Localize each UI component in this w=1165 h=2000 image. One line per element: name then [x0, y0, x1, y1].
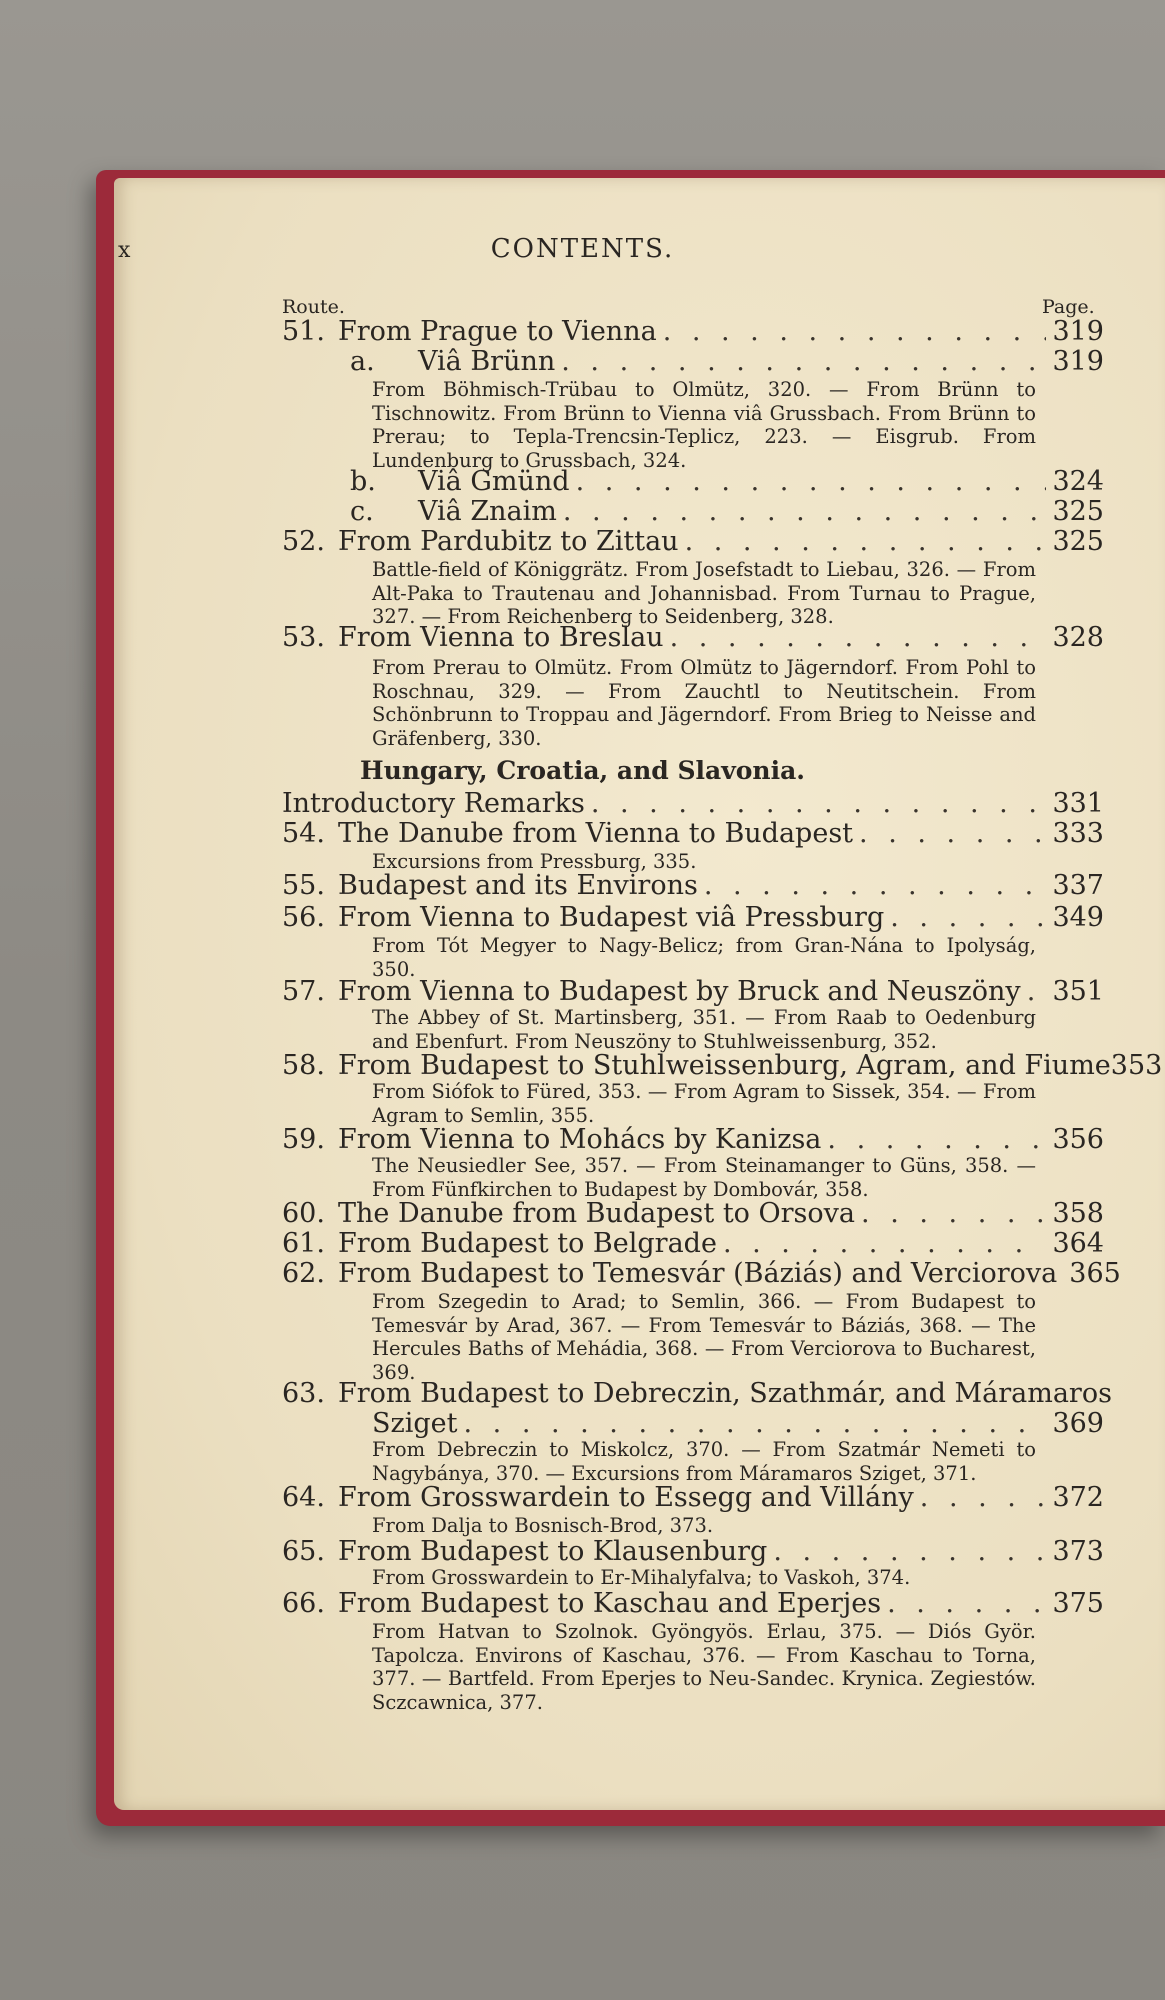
contents-entry: [282, 316, 1104, 350]
route-description: From Dalja to Bosnisch-Brod, 373.: [372, 1514, 714, 1537]
route-title: From Vienna to Mohács by Kanizsa: [338, 1124, 822, 1155]
route-number: 56.: [282, 902, 325, 933]
dot-leader: [887, 1588, 1046, 1619]
dot-leader: [827, 1124, 1046, 1155]
route-title: From Budapest to Belgrade: [338, 1228, 717, 1259]
contents-entry: [282, 976, 1104, 1010]
contents-entry: [282, 1588, 1104, 1622]
route-title: From Vienna to Breslau: [338, 622, 664, 653]
page-number: 319: [1052, 346, 1104, 377]
route-title: From Grosswardein to Essegg and Villány: [338, 1482, 914, 1513]
contents-entry: [282, 818, 1104, 852]
route-description: From Böhmisch-Trübau to Olmütz, 320. — From Brünn to Tischnowitz. From Brünn to Vienna viâ Grussbach. From Brünn to Prerau; to Tepla-Trencsin-Teplicz, 223. — Eisgrub. From Lundenburg to Grussbach, 324.: [372, 378, 1036, 472]
contents-entry: [282, 1482, 1104, 1516]
page-number: 356: [1052, 1124, 1104, 1155]
route-description: From Grosswardein to Er-Mihalyfalva; to Vaskoh, 374.: [372, 1566, 911, 1589]
dot-leader: [563, 496, 1047, 527]
route-title: From Prague to Vienna: [338, 316, 657, 347]
route-description: From Siófok to Füred, 353. — From Agram to Sissek, 354. — From Agram to Semlin, 355.: [372, 1080, 1036, 1127]
route-description: The Neusiedler See, 357. — From Steinamanger to Güns, 358. — From Fünfkirchen to Budapest by Dombovár, 358.: [372, 1154, 1036, 1201]
route-number: 60.: [282, 1198, 325, 1229]
dot-leader: [890, 902, 1046, 933]
page-number: 324: [1052, 466, 1104, 497]
route-title: Introductory Remarks: [282, 788, 585, 819]
dot-leader: [861, 1198, 1046, 1229]
contents-entry: [282, 346, 1104, 380]
route-number: 57.: [282, 976, 325, 1007]
dot-leader: [859, 818, 1046, 849]
route-number: 59.: [282, 1124, 325, 1155]
contents-entry: [372, 1408, 1104, 1442]
route-column-label: Route.: [282, 296, 345, 318]
route-description: Excursions from Pressburg, 335.: [372, 850, 697, 873]
route-number: c.: [350, 496, 374, 527]
page-number: 325: [1052, 526, 1104, 557]
page-number: 333: [1052, 818, 1104, 849]
route-title: Viâ Brünn: [418, 346, 556, 377]
route-number: 51.: [282, 316, 325, 347]
contents-entry: [282, 870, 1104, 904]
route-title: From Budapest to Temesvár (Báziás) and Verciorova: [338, 1258, 1058, 1289]
route-title: Viâ Znaim: [418, 496, 557, 527]
route-title: From Budapest to Kaschau and Eperjes: [338, 1588, 882, 1619]
route-description: The Abbey of St. Martinsberg, 351. — From Raab to Oedenburg and Ebenfurt. From Neuszöny to Stuhlweissenburg, 352.: [372, 1006, 1036, 1053]
contents-entry: [282, 788, 1104, 822]
route-description: From Hatvan to Szolnok. Gyöngyös. Erlau, 375. — Diós Györ. Tapolcza. Environs of Kaschau, 376. — From Kaschau to Torna, 377. — Bartfeld. From Eperjes to Neu-Sandec. Krynica. Zegiestów. Sczcawnica, 377.: [372, 1620, 1036, 1714]
dot-leader: [663, 316, 1047, 347]
route-title: From Budapest to Stuhlweissenburg, Agram, and Fiume: [338, 1050, 1111, 1081]
page-title: CONTENTS.: [490, 234, 675, 264]
route-number: 52.: [282, 526, 325, 557]
contents-entry: [282, 1258, 1121, 1292]
route-title: From Vienna to Budapest by Bruck and Neuszöny: [338, 976, 1021, 1007]
route-number: 65.: [282, 1536, 325, 1567]
route-number: 53.: [282, 622, 325, 653]
page-number: 358: [1052, 1198, 1104, 1229]
page-number: 319: [1052, 316, 1104, 347]
dot-leader: [704, 870, 1047, 901]
page-number: 372: [1052, 1482, 1104, 1513]
route-description: From Tót Megyer to Nagy-Belicz; from Gran-Nána to Ipolyság, 350.: [372, 934, 1036, 981]
page-number: 375: [1052, 1588, 1104, 1619]
route-description: From Szegedin to Arad; to Semlin, 366. — From Budapest to Temesvár by Arad, 367. — From Temesvár to Báziás, 368. — The Hercules Baths of Mehádia, 368. — From Verciorova to Bucharest, 369.: [372, 1290, 1036, 1384]
dot-leader: [920, 1482, 1047, 1513]
contents-entry: [282, 496, 1104, 530]
page-number: 328: [1052, 622, 1104, 653]
dot-leader: [723, 1228, 1047, 1259]
page-number: 353: [1110, 1050, 1163, 1081]
route-title: The Danube from Budapest to Orsova: [338, 1198, 856, 1229]
route-description: From Prerau to Olmütz. From Olmütz to Jägerndorf. From Pohl to Roschnau, 329. — From Zauchtl to Neutitschein. From Schönbrunn to Troppau and Jägerndorf. From Brieg to Neisse and Gräfenberg, 330.: [372, 656, 1036, 750]
contents-entry: [282, 1124, 1104, 1158]
contents-entry: [282, 1228, 1104, 1262]
route-number: a.: [350, 346, 375, 377]
route-number: 64.: [282, 1482, 325, 1513]
route-title: Viâ Gmünd: [418, 466, 570, 497]
route-title: Sziget: [372, 1408, 458, 1439]
route-title: From Vienna to Budapest viâ Pressburg: [338, 902, 885, 933]
contents-entry: [282, 526, 1104, 560]
contents-entry: [282, 1536, 1104, 1570]
route-number: b.: [350, 466, 376, 497]
page-number: 351: [1052, 976, 1104, 1007]
route-number: 66.: [282, 1588, 325, 1619]
page-number: 365: [1069, 1258, 1121, 1289]
route-number: 62.: [282, 1258, 325, 1289]
route-title: From Budapest to Debreczin, Szathmár, and Máramaros: [338, 1378, 1112, 1409]
section-heading: Hungary, Croatia, and Slavonia.: [359, 756, 806, 785]
dot-leader: [561, 346, 1046, 377]
page-numeral: x: [118, 238, 131, 263]
route-title: Budapest and its Environs: [338, 870, 698, 901]
route-number: 55.: [282, 870, 325, 901]
route-title: From Budapest to Klausenburg: [338, 1536, 768, 1567]
route-number: 63.: [282, 1378, 325, 1409]
dot-leader: [591, 788, 1047, 819]
page-column-label: Page.: [1042, 296, 1095, 318]
page-number: 337: [1052, 870, 1104, 901]
route-description: Battle-field of Königgrätz. From Josefstadt to Liebau, 326. — From Alt-Paka to Trautenau and Johannisbad. From Turnau to Prague, 327. — From Reichenberg to Seidenberg, 328.: [372, 558, 1036, 628]
dot-leader: [773, 1536, 1046, 1567]
page-number: 369: [1052, 1408, 1104, 1439]
contents-entry: [282, 902, 1104, 936]
page-number: 349: [1052, 902, 1104, 933]
page-number: 331: [1052, 788, 1104, 819]
page-number: 325: [1052, 496, 1104, 527]
page-number: 364: [1052, 1228, 1104, 1259]
route-title: The Danube from Vienna to Budapest: [338, 818, 854, 849]
route-number: 58.: [282, 1050, 325, 1081]
route-title: From Pardubitz to Zittau: [338, 526, 679, 557]
contents-entry: [282, 1050, 1163, 1084]
contents-entry: [282, 1198, 1104, 1232]
route-number: 61.: [282, 1228, 325, 1259]
dot-leader: [685, 526, 1047, 557]
route-description: From Debreczin to Miskolcz, 370. — From Szatmár Nemeti to Nagybánya, 370. — Excursions from Máramaros Sziget, 371.: [372, 1438, 1036, 1485]
dot-leader: [463, 1408, 1046, 1439]
route-number: 54.: [282, 818, 325, 849]
page-number: 373: [1052, 1536, 1104, 1567]
